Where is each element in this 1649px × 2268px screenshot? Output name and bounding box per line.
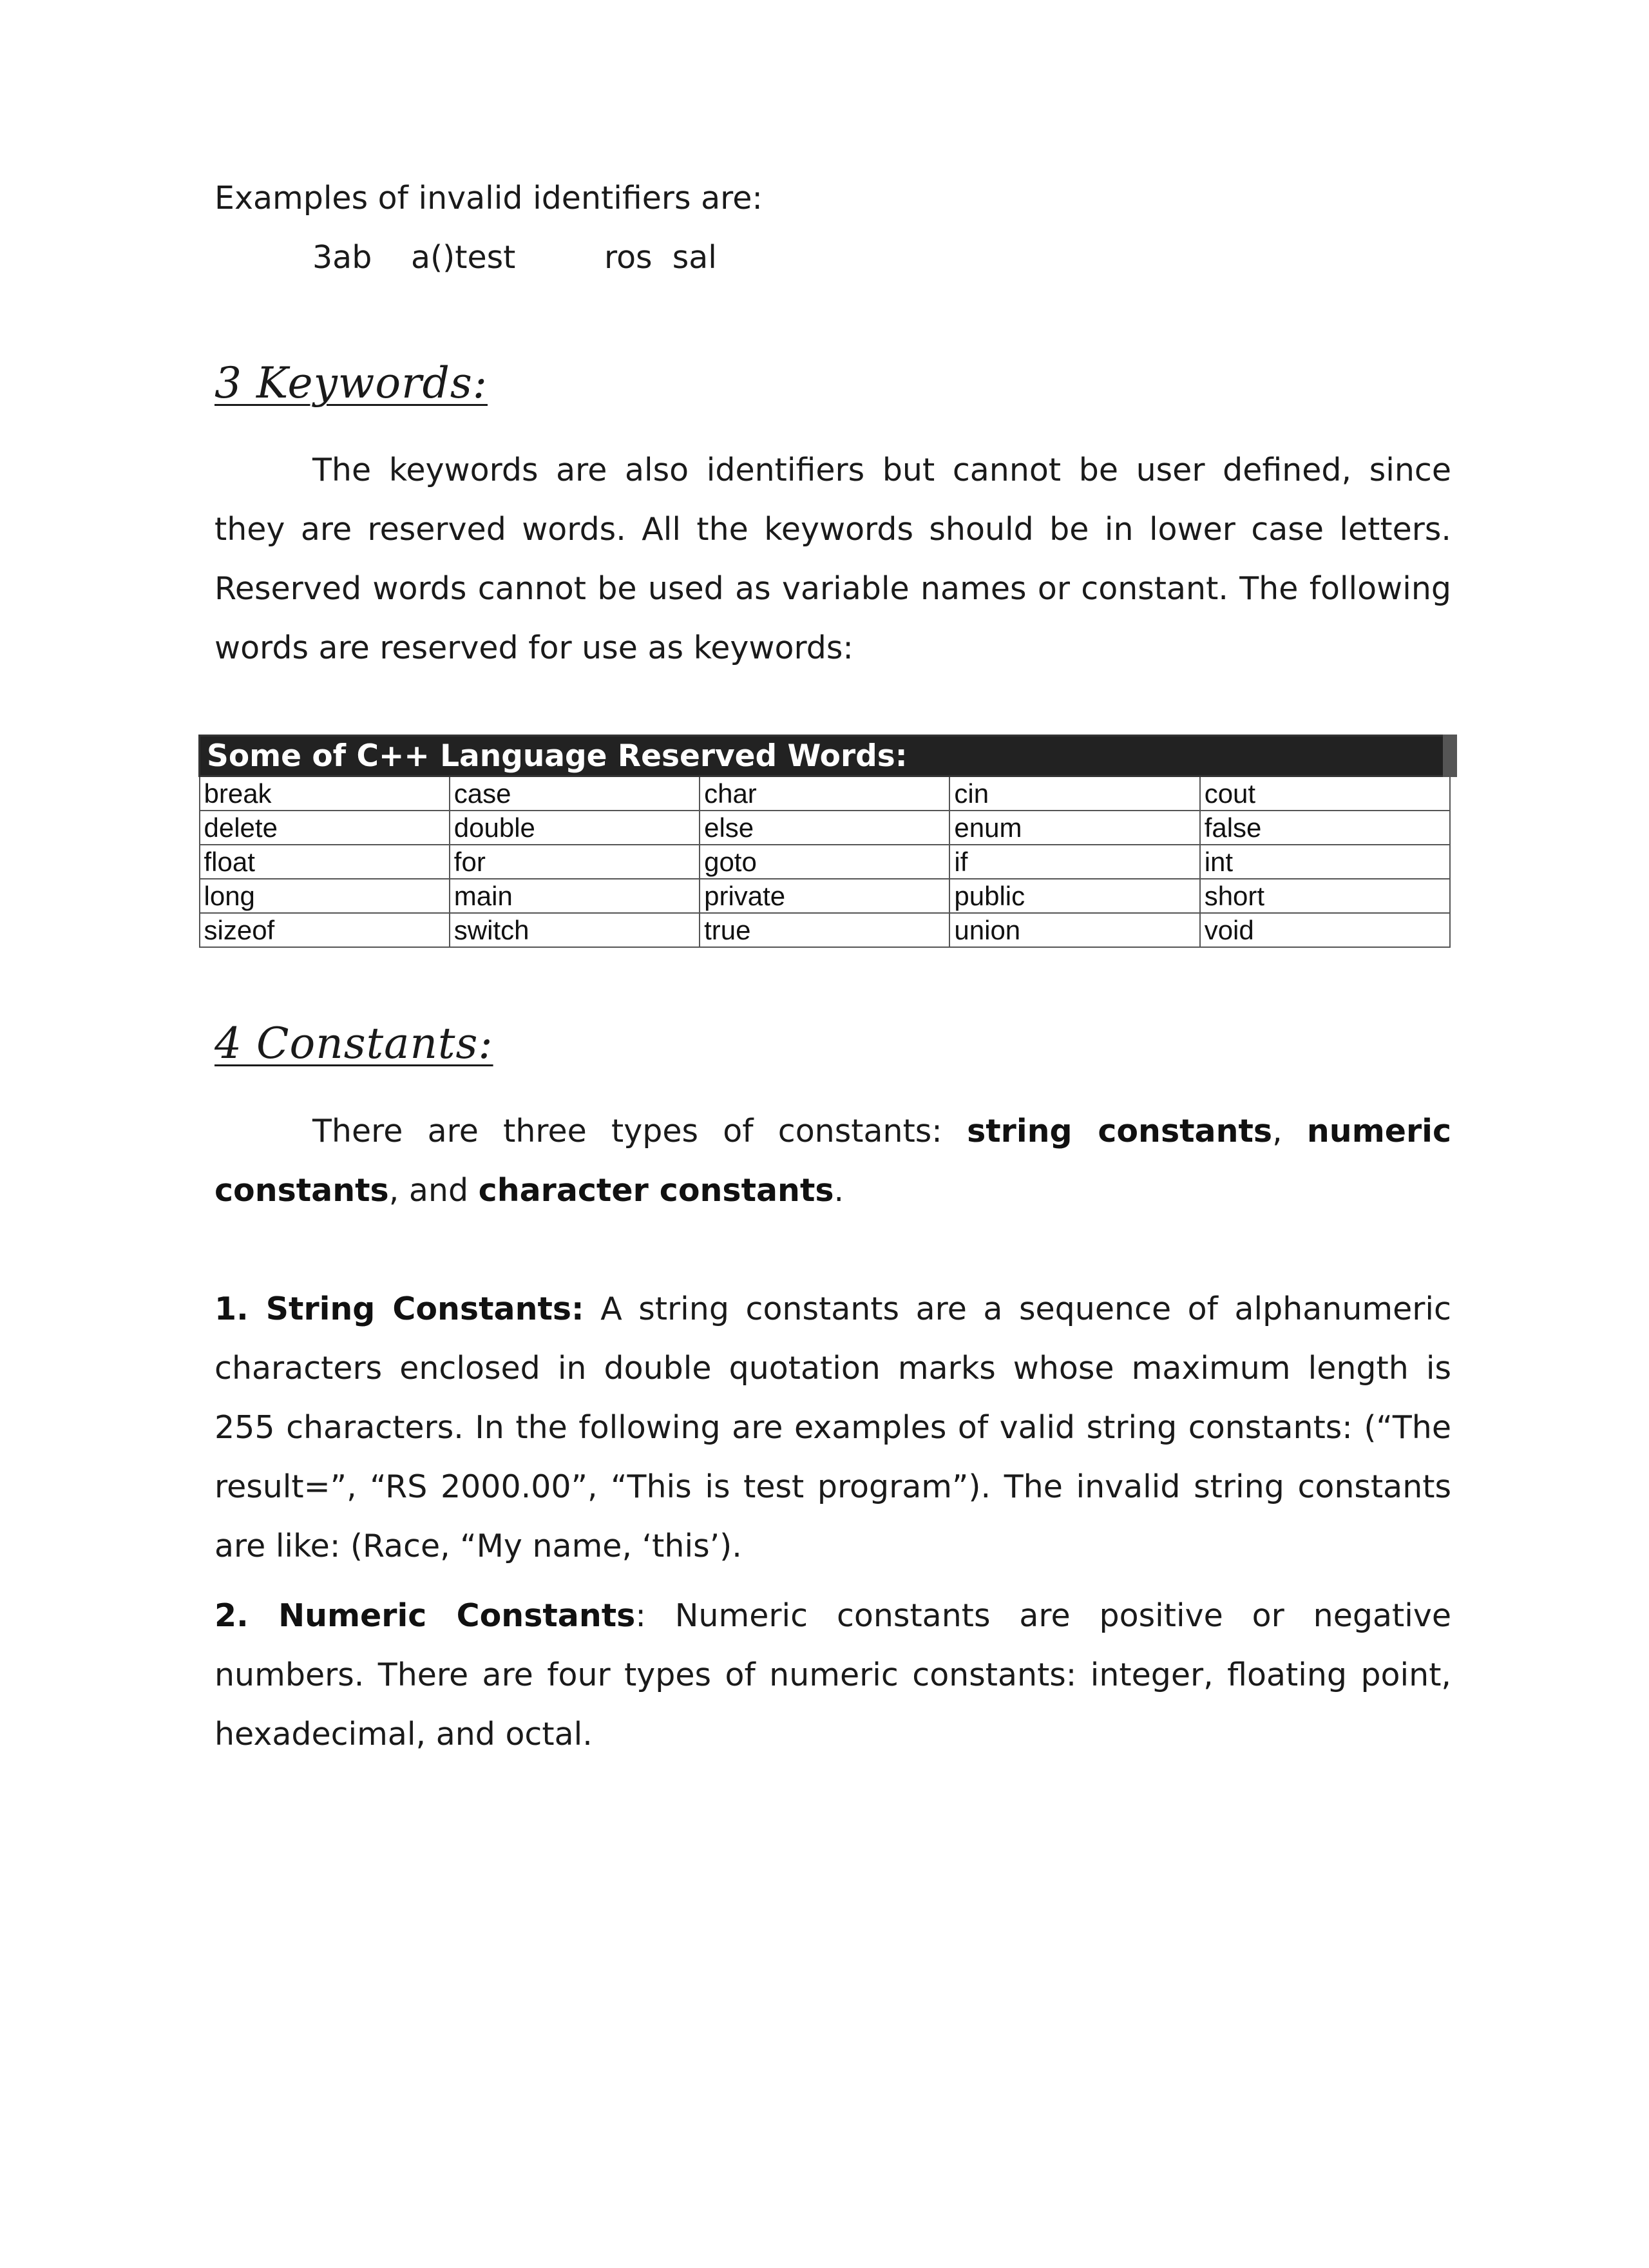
table-cell: char [700, 776, 949, 811]
table-cell: for [450, 845, 700, 879]
table-cell: if [949, 845, 1199, 879]
keywords-paragraph: The keywords are also identifiers but cannot be user defined, since they are reserved words. All the keywords should be in lower case letters. Reserved words cannot be used as variable names or constant. The following words are reserved for use as keywords: [214, 452, 1451, 666]
table-cell: union [949, 913, 1199, 947]
invalid-example-1: 3ab [312, 239, 372, 276]
table-cell: switch [450, 913, 700, 947]
table-cell: public [949, 879, 1199, 913]
table-cell: case [450, 776, 700, 811]
table-cell: break [200, 776, 450, 811]
term-numeric-constants: numeric constants [214, 1113, 1451, 1209]
table-cell: double [450, 811, 700, 845]
table-row [200, 879, 1451, 913]
table-cell: cin [949, 776, 1199, 811]
table-cell: cout [1200, 776, 1450, 811]
numeric-constants-label: 2. Numeric Constants [214, 1597, 636, 1634]
table-cell: false [1200, 811, 1450, 845]
table-cell: void [1200, 913, 1450, 947]
term-string-constants: string constants [967, 1113, 1273, 1149]
table-row [200, 913, 1451, 947]
string-constants-label: 1. String Constants: [214, 1291, 584, 1327]
constants-heading: 4 Constants: [214, 1019, 493, 1068]
string-constants-paragraph [214, 1280, 1451, 1576]
table-cell: delete [200, 811, 450, 845]
separator: , [1272, 1113, 1307, 1149]
reserved-words-table [198, 735, 1457, 948]
string-constants-text: A string constants are a sequence of alphanumeric characters enclosed in double quotation marks whose maximum length is 255 characters. In the following are examples of valid string constants: (“The result=”, “RS 2000.00”, “This is test program”). The invalid string constants are like: (Race, “My name, ‘this’). [214, 1291, 1451, 1564]
keywords-heading: 3 Keywords: [214, 358, 488, 408]
table-row [200, 845, 1451, 879]
term-character-constants: character constants [478, 1172, 834, 1209]
invalid-example-3: ros sal [604, 239, 717, 276]
table-cell: long [200, 879, 450, 913]
period: . [834, 1172, 844, 1209]
table-cell: int [1200, 845, 1450, 879]
table-cell: short [1200, 879, 1450, 913]
invalid-identifiers-intro: Examples of invalid identifiers are: [214, 180, 763, 216]
constants-intro-text: There are three types of constants: [312, 1113, 967, 1149]
invalid-example-2: a()test [411, 239, 516, 276]
table-cell: goto [700, 845, 949, 879]
table-cell: else [700, 811, 949, 845]
table-cell: sizeof [200, 913, 450, 947]
numeric-constants-text: : Numeric constants are positive or negative numbers. There are four types of numeric constants: integer, floating point, hexadecimal, and octal. [214, 1597, 1451, 1753]
table-title: Some of C++ Language Reserved Words: [200, 736, 1451, 776]
table-row [200, 811, 1451, 845]
table-cell: enum [949, 811, 1199, 845]
table-cell: float [200, 845, 450, 879]
constants-intro [214, 1102, 1451, 1220]
table-cell: private [700, 879, 949, 913]
separator: , and [388, 1172, 479, 1209]
numeric-constants-paragraph [214, 1586, 1451, 1764]
table-cell: true [700, 913, 949, 947]
table-row [200, 776, 1451, 811]
table-cell: main [450, 879, 700, 913]
